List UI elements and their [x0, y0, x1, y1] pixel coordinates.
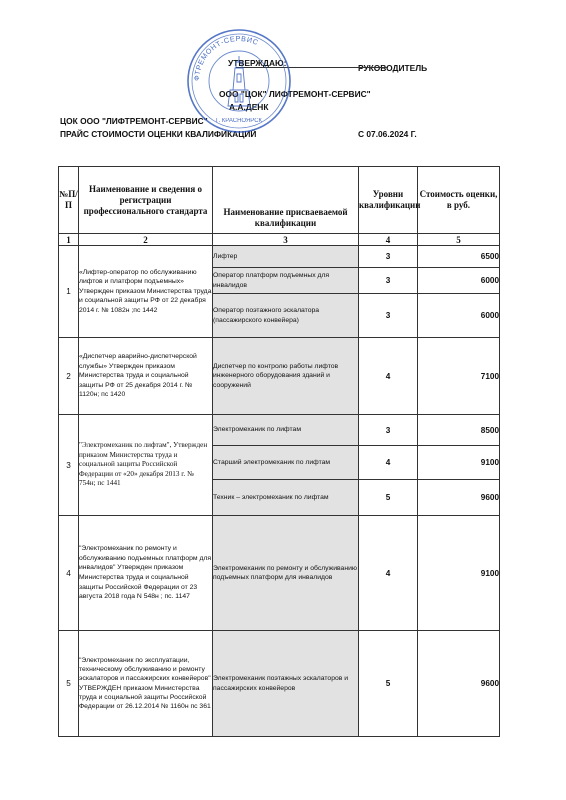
level-cell: 3	[359, 268, 418, 294]
qualification-cell: Старший электромеханик по лифтам	[213, 446, 359, 480]
row-number: 2	[59, 338, 79, 415]
standard-cell: "Электромеханик по ремонту и обслуживанию подъемных платформ для инвалидов" Утвержден приказом Министерства труда и социальной защиты Российской Федерации от 23 августа 2018 года N 548н ; пс. 1147	[79, 516, 213, 631]
table-row	[59, 516, 500, 631]
seal-ring-text: ФТРЕМОНТ-СЕРВИС	[191, 33, 261, 82]
table-row	[59, 631, 500, 737]
column-number-row	[59, 234, 500, 246]
qualification-cell: Диспетчер по контролю работы лифтов инженерного оборудования зданий и сооружений	[213, 338, 359, 415]
company-seal-stamp	[186, 28, 292, 134]
seal-city-text: Г. КРАСНОЯРСК	[215, 118, 263, 124]
head-title: РУКОВОДИТЕЛЬ	[358, 63, 428, 73]
level-cell: 4	[359, 446, 418, 480]
qualification-cell: Оператор поэтажного эскалатора (пассажирского конвейера)	[213, 294, 359, 338]
qualification-cell: Техник – электромеханик по лифтам	[213, 480, 359, 516]
col-number: 3	[213, 234, 359, 246]
level-cell: 5	[359, 480, 418, 516]
qualification-cell: Оператор платформ подъемных для инвалидов	[213, 268, 359, 294]
standard-cell: "Электромеханик по эксплуатации, техническому обслуживанию и ремонту эскалаторов и пассажирских конвейеров" УТВЕРЖДЕН приказом Министерства труда и социальной защиты Российской Федерации от 26.12.2014 № 1160н пс 361	[79, 631, 213, 737]
price-list-date: С 07.06.2024 Г.	[358, 129, 417, 139]
col-number: 1	[59, 234, 79, 246]
price-list-title: ПРАЙС СТОИМОСТИ ОЦЕНКИ КВАЛИФИКАЦИЙ	[60, 129, 257, 139]
row-number: 5	[59, 631, 79, 737]
standard-cell: "Электромеханик по лифтам", Утвержден приказом Министерства труда и социальной защиты Российской Федерации от «20» декабря 2013 г. № 754н; пс 1441	[79, 415, 213, 516]
price-table	[58, 166, 500, 737]
center-name: ЦОК ООО "ЛИФТРЕМОНТ-СЕРВИС"	[60, 116, 208, 126]
price-cell: 6000	[418, 268, 500, 294]
table-row	[59, 338, 500, 415]
col-header-standard: Наименование и сведения о регистрации профессионального стандарта	[79, 167, 213, 234]
row-number: 1	[59, 246, 79, 338]
level-cell: 4	[359, 516, 418, 631]
col-header-price: Стоимость оценки, в руб.	[418, 167, 500, 234]
standard-cell: «Лифтер-оператор по обслуживанию лифтов и платформ подъемных» Утвержден приказом Министерства труда и социальной защиты РФ от 22 декабря 2014 г. № 1082н ;пс 1442	[79, 246, 213, 338]
qualification-cell: Электромеханик по ремонту и обслуживанию подъемных платформ для инвалидов	[213, 516, 359, 631]
seal-tower-icon	[228, 56, 250, 106]
standard-cell: «Диспетчер аварийно-диспетчерской службы» Утвержден приказом Министерства труда и социальной защиты РФ от 25 декабря 2014 г. № 1120н; пс 1420	[79, 338, 213, 415]
svg-text:ФТРЕМОНТ-СЕРВИС	[192, 34, 260, 81]
level-cell: 3	[359, 415, 418, 446]
level-cell: 4	[359, 338, 418, 415]
col-header-qualification: Наименование присваеваемой квалификации	[213, 167, 359, 234]
level-cell: 3	[359, 294, 418, 338]
table-header-row	[59, 167, 500, 234]
price-cell: 9600	[418, 480, 500, 516]
price-cell: 9100	[418, 516, 500, 631]
price-cell: 7100	[418, 338, 500, 415]
org-name: ООО "ЦОК" ЛИФТРЕМОНТ-СЕРВИС"	[219, 89, 371, 99]
signer-name: А.А.ДЕНК	[229, 102, 269, 112]
col-number: 4	[359, 234, 418, 246]
col-number: 5	[418, 234, 500, 246]
qualification-cell: Лифтер	[213, 246, 359, 268]
price-cell: 9100	[418, 446, 500, 480]
col-header-level: Уровни квалификации	[359, 167, 418, 234]
qualification-cell: Электромеханик поэтажных эскалаторов и пассажирских конвейеров	[213, 631, 359, 737]
price-cell: 6500	[418, 246, 500, 268]
price-cell: 6000	[418, 294, 500, 338]
level-cell: 3	[359, 246, 418, 268]
approve-label: УТВЕРЖДАЮ:	[228, 58, 287, 68]
table-row	[59, 415, 500, 446]
price-cell: 9600	[418, 631, 500, 737]
table-row	[59, 246, 500, 268]
row-number: 3	[59, 415, 79, 516]
qualification-cell: Электромеханик по лифтам	[213, 415, 359, 446]
level-cell: 5	[359, 631, 418, 737]
col-header-num: №П/П	[59, 167, 79, 234]
price-cell: 8500	[418, 415, 500, 446]
row-number: 4	[59, 516, 79, 631]
col-number: 2	[79, 234, 213, 246]
